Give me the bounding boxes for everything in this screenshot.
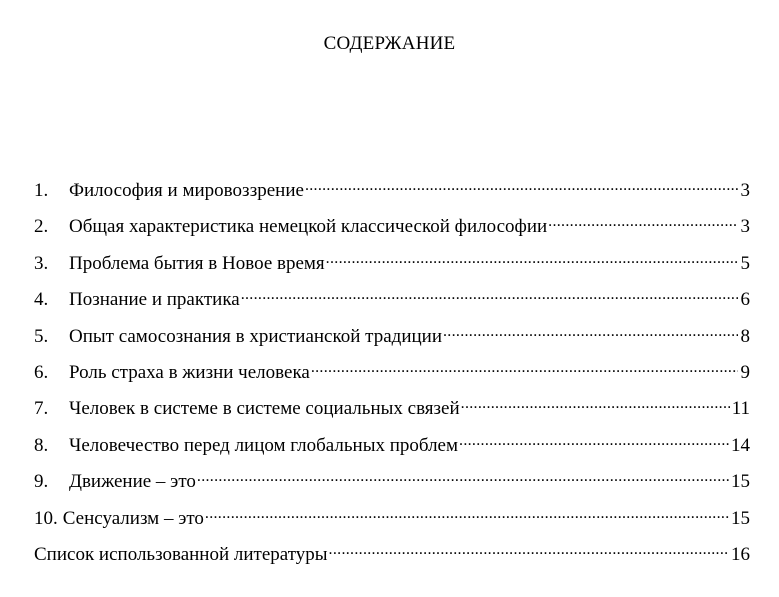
toc-entry-page: 3: [740, 180, 750, 201]
toc-entry-7: [34, 388, 750, 424]
toc-entry-label: Список использованной литературы: [34, 543, 328, 565]
toc-entry-3: [34, 243, 750, 279]
toc-entry-9: [34, 461, 750, 497]
toc-entry-label: Сенсуализм – это: [62, 507, 204, 529]
page-title: СОДЕРЖАНИЕ: [323, 33, 456, 54]
toc-entry-1: [34, 170, 750, 206]
dot-leader: [461, 388, 730, 414]
dot-leader: [311, 352, 738, 378]
toc-entry-page: 11: [731, 398, 750, 420]
toc-entry-label: Познание и практика: [69, 289, 240, 311]
dot-leader: [305, 170, 738, 196]
toc-entry-2: [34, 206, 750, 242]
toc-entry-number: 2.: [34, 216, 49, 238]
toc-entry-number: 10.: [34, 507, 58, 529]
dot-leader: [205, 498, 729, 524]
toc-entry-label: Человечество перед лицом глобальных проблем: [69, 434, 459, 456]
dot-leader: [548, 206, 738, 232]
toc-entry-page: 5: [740, 252, 750, 274]
dot-leader: [443, 316, 738, 342]
dot-leader: [459, 425, 729, 451]
toc-entry-number: 6.: [34, 361, 49, 383]
toc-entry-page: 3: [740, 216, 750, 238]
toc-entry-label: Роль страха в жизни человека: [69, 361, 310, 383]
toc-entry-4: [34, 279, 750, 315]
toc-entry-page: 6: [740, 289, 750, 311]
toc-entry-5: [34, 316, 750, 352]
toc-entry-number: 7.: [34, 398, 49, 420]
toc-entry-page: 16: [731, 543, 750, 565]
toc-entry-number: 8.: [34, 434, 49, 456]
toc-entry-6: [34, 352, 750, 388]
dot-leader: [326, 243, 738, 269]
toc-entry-page: 15: [731, 471, 750, 493]
dot-leader: [329, 534, 729, 560]
toc-entry-label: Философия и мировоззрение: [69, 180, 304, 201]
toc-entry-page: 8: [740, 325, 750, 347]
toc-entry-label: Общая характеристика немецкой классической философии: [69, 216, 548, 238]
toc-entry-page: 15: [731, 507, 750, 529]
toc-entry-number: 5.: [34, 325, 49, 347]
toc-entry-number: 4.: [34, 289, 49, 311]
toc-entry-number: 1.: [34, 180, 49, 201]
dot-leader: [197, 461, 729, 487]
toc-entry-page: 9: [740, 361, 750, 383]
toc-entry-label: Опыт самосознания в христианской традиции: [69, 325, 442, 347]
toc-entry-number: 9.: [34, 471, 49, 493]
table-of-contents: [34, 170, 750, 570]
toc-entry-10: [34, 498, 750, 534]
toc-entry-page: 14: [731, 434, 750, 456]
toc-entry-number: 3.: [34, 252, 49, 274]
toc-entry-label: Движение – это: [69, 471, 196, 493]
toc-entry-label: Человек в системе в системе социальных связей: [69, 398, 460, 420]
toc-entry-bibliography: [34, 534, 750, 570]
toc-entry-label: Проблема бытия в Новое время: [69, 252, 325, 274]
dot-leader: [241, 279, 738, 305]
toc-entry-8: [34, 425, 750, 461]
